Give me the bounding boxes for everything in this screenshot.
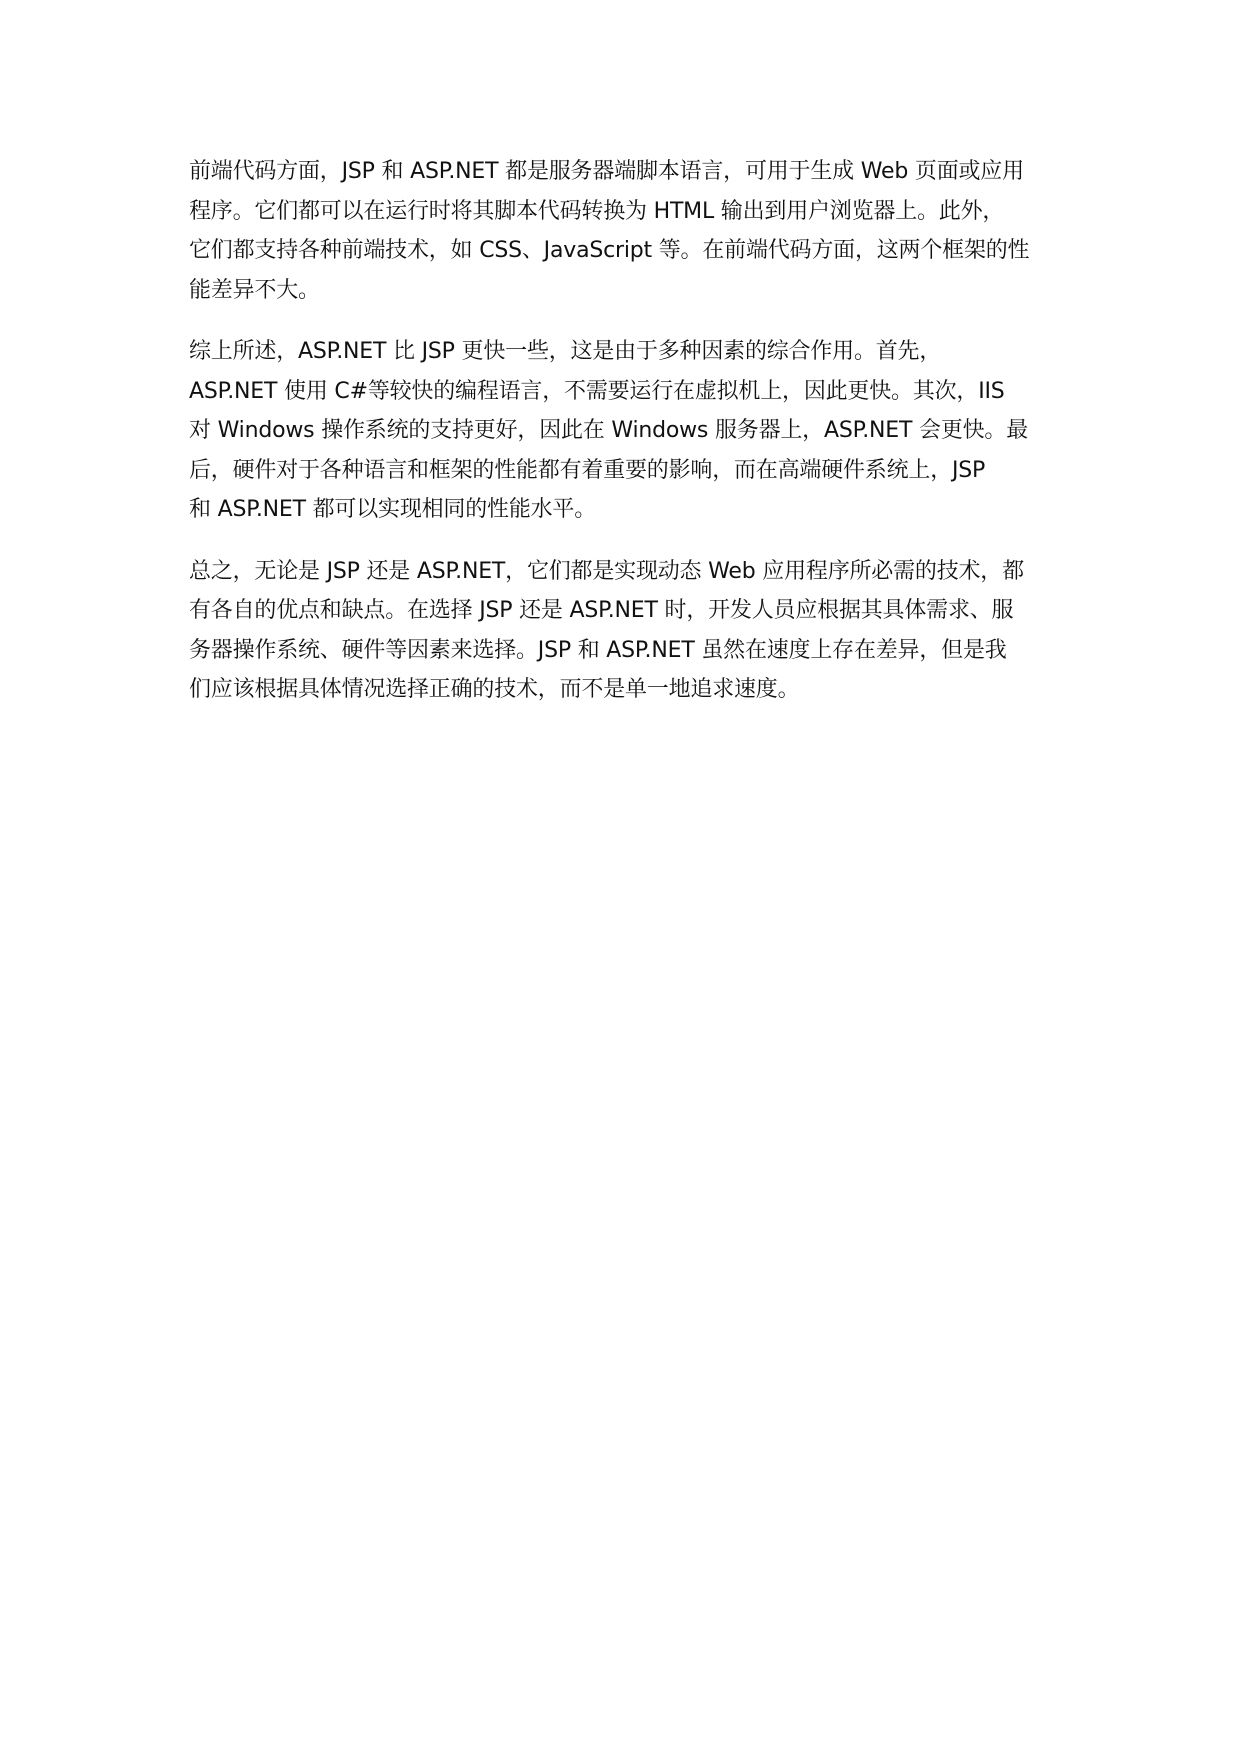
paragraph-summary <box>189 332 1057 530</box>
text-line: ASP.NET 使用 C#等较快的编程语言，不需要运行在虚拟机上，因此更快。其次，IIS <box>189 378 1005 404</box>
text-line: 后，硬件对于各种语言和框架的性能都有着重要的影响，而在高端硬件系统上，JSP <box>189 457 986 483</box>
text-line: 们应该根据具体情况选择正确的技术，而不是单一地追求速度。 <box>189 677 800 702</box>
text-line: 它们都支持各种前端技术，如 CSS、JavaScript 等。在前端代码方面，这两个框架的性 <box>189 238 1030 263</box>
text-line: 前端代码方面，JSP 和 ASP.NET 都是服务器端脚本语言，可用于生成 Web 页面或应用 <box>189 159 1024 184</box>
text-line: 务器操作系统、硬件等因素来选择。JSP 和 ASP.NET 虽然在速度上存在差异，但是我 <box>189 637 1007 663</box>
text-line: 能差异不大。 <box>189 277 320 303</box>
document-body <box>189 152 1057 732</box>
text-line: 程序。它们都可以在运行时将其脚本代码转换为 HTML 输出到用户浏览器上。此外， <box>189 198 1005 224</box>
text-line: 对 Windows 操作系统的支持更好，因此在 Windows 服务器上，ASP.NET 会更快。最 <box>189 418 1029 443</box>
text-line: 总之，无论是 JSP 还是 ASP.NET，它们都是实现动态 Web 应用程序所必需的技术，都 <box>189 558 1024 584</box>
text-line: 综上所述，ASP.NET 比 JSP 更快一些，这是由于多种因素的综合作用。首先， <box>189 339 942 364</box>
paragraph-conclusion <box>189 552 1057 710</box>
paragraph-frontend-code <box>189 152 1057 310</box>
text-line: 和 ASP.NET 都可以实现相同的性能水平。 <box>189 497 597 522</box>
text-line: 有各自的优点和缺点。在选择 JSP 还是 ASP.NET 时，开发人员应根据其具体需求、服 <box>189 598 1014 623</box>
